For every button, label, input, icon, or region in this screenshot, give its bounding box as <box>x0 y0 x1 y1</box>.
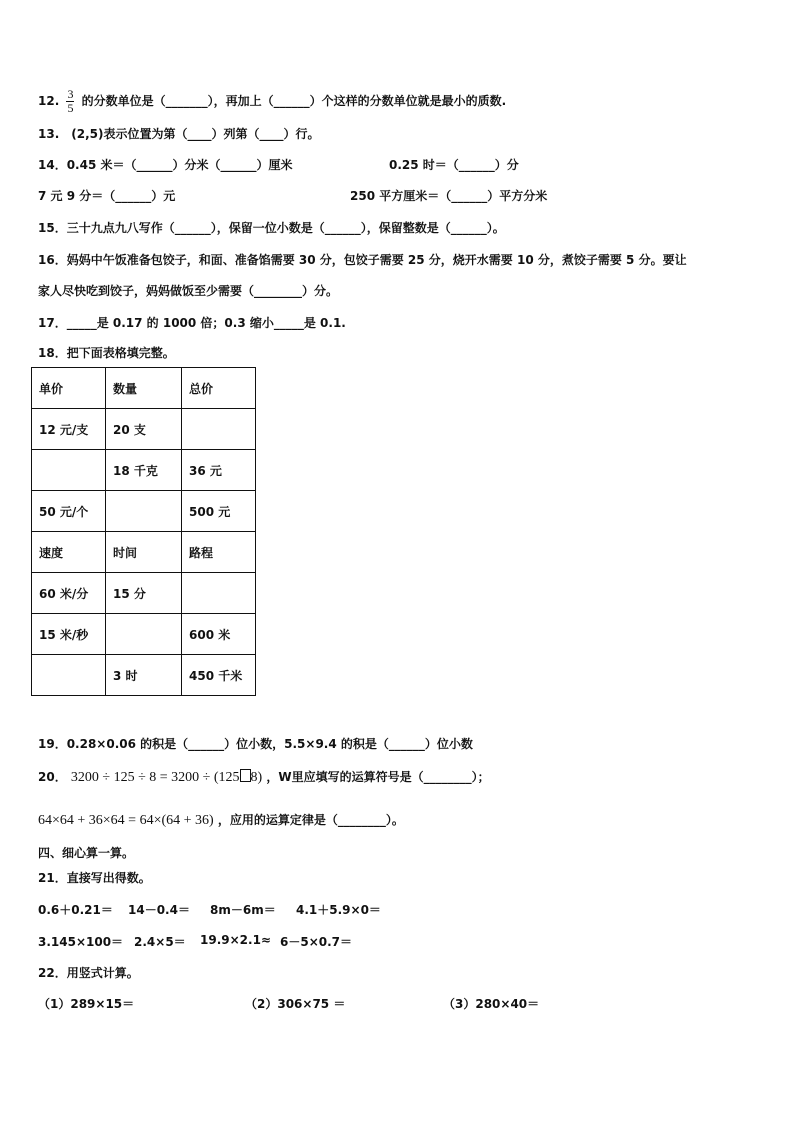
calc-item: 0.6＋0.21＝ <box>38 903 113 917</box>
table-row <box>32 532 256 573</box>
table-cell: 15 米/秒 <box>32 614 106 655</box>
calc-item: 3.145×100＝ <box>38 935 124 949</box>
table-row <box>32 491 256 532</box>
table-cell <box>106 491 182 532</box>
table-cell: 15 分 <box>106 573 182 614</box>
equation-2: 64×64 + 36×64 = 64×(64 + 36) <box>38 813 214 828</box>
fraction-denominator: 5 <box>67 101 74 115</box>
section-heading: 四、细心算一算。 <box>38 846 135 860</box>
table-cell: 3 时 <box>106 655 182 696</box>
table-cell <box>182 409 256 450</box>
calc-item: 6－5×0.7＝ <box>280 935 353 949</box>
equation-1-end: 8) <box>250 770 263 785</box>
table-row <box>32 368 256 409</box>
question-14-b: 0.25 时＝（______）分 <box>389 158 519 172</box>
table-cell: 总价 <box>182 368 256 409</box>
table-cell: 450 千米 <box>182 655 256 696</box>
question-17: 17．_____是 0.17 的 1000 倍；0.3 缩小_____是 0.1. <box>38 316 346 330</box>
table-cell: 20 支 <box>106 409 182 450</box>
vertical-calc-item: （3）280×40＝ <box>443 997 540 1011</box>
blank-box <box>240 769 251 782</box>
table-cell: 单价 <box>32 368 106 409</box>
calc-item: 8m－6m＝ <box>210 903 276 917</box>
fraction <box>66 88 74 115</box>
table-cell: 数量 <box>106 368 182 409</box>
question-14-a: 14．0.45 米＝（______）分米（______）厘米 <box>38 158 293 172</box>
question-18: 18．把下面表格填完整。 <box>38 346 175 360</box>
question-14-d: 250 平方厘米＝（______）平方分米 <box>350 189 548 203</box>
question-15: 15．三十九点九八写作（______），保留一位小数是（______），保留整数是（______）。 <box>38 221 505 235</box>
table-row <box>32 655 256 696</box>
vertical-calc-item: （2）306×75 ＝ <box>245 997 346 1011</box>
question-16-line-1: 16．妈妈中午饭准备包饺子，和面、准备馅需要 30 分，包饺子需要 25 分，烧开水需要 10 分，煮饺子需要 5 分。要让 <box>38 253 687 267</box>
question-21: 21．直接写出得数。 <box>38 871 151 885</box>
table-row <box>32 409 256 450</box>
question-16-line-2: 家人尽快吃到饺子，妈妈做饭至少需要（________）分。 <box>38 284 339 298</box>
table-cell <box>106 614 182 655</box>
table-cell: 路程 <box>182 532 256 573</box>
table-cell <box>32 655 106 696</box>
calc-item: 19.9×2.1≈ <box>200 933 271 947</box>
question-13: 13. (2,5)表示位置为第（____）列第（____）行。 <box>38 127 320 141</box>
table-cell: 60 米/分 <box>32 573 106 614</box>
question-text: 的分数单位是（_______），再加上（______）个这样的分数单位就是最小的质数. <box>81 94 507 108</box>
table-row <box>32 573 256 614</box>
question-text: ，应用的运算定律是（________）。 <box>217 813 404 827</box>
table-cell: 12 元/支 <box>32 409 106 450</box>
question-number: 12. <box>38 94 60 108</box>
vertical-calc-item: （1）289×15＝ <box>38 997 135 1011</box>
table-cell <box>182 573 256 614</box>
equation-1: 3200 ÷ 125 ÷ 8 = 3200 ÷ (125 <box>70 770 240 785</box>
question-22: 22．用竖式计算。 <box>38 966 139 980</box>
question-text: ，W里应填写的运算符号是（________）； <box>266 770 490 784</box>
calc-item: 4.1＋5.9×0＝ <box>296 903 381 917</box>
question-20-line-2 <box>38 811 404 829</box>
table-cell: 时间 <box>106 532 182 573</box>
table-cell: 500 元 <box>182 491 256 532</box>
table-row <box>32 614 256 655</box>
question-20-line-1 <box>38 768 490 786</box>
table-cell <box>32 450 106 491</box>
table-row <box>32 450 256 491</box>
question-number: 20． <box>38 770 67 784</box>
table-cell: 速度 <box>32 532 106 573</box>
table-cell: 36 元 <box>182 450 256 491</box>
fraction-numerator: 3 <box>67 87 74 101</box>
question-12 <box>38 88 506 115</box>
table-cell: 50 元/个 <box>32 491 106 532</box>
calc-item: 2.4×5＝ <box>134 935 186 949</box>
table-cell: 18 千克 <box>106 450 182 491</box>
question-14-c: 7 元 9 分＝（______）元 <box>38 189 176 203</box>
question-19: 19．0.28×0.06 的积是（______）位小数，5.5×9.4 的积是（______）位小数 <box>38 737 473 751</box>
calc-item: 14－0.4＝ <box>128 903 190 917</box>
table-cell: 600 米 <box>182 614 256 655</box>
fill-in-table <box>31 367 256 696</box>
